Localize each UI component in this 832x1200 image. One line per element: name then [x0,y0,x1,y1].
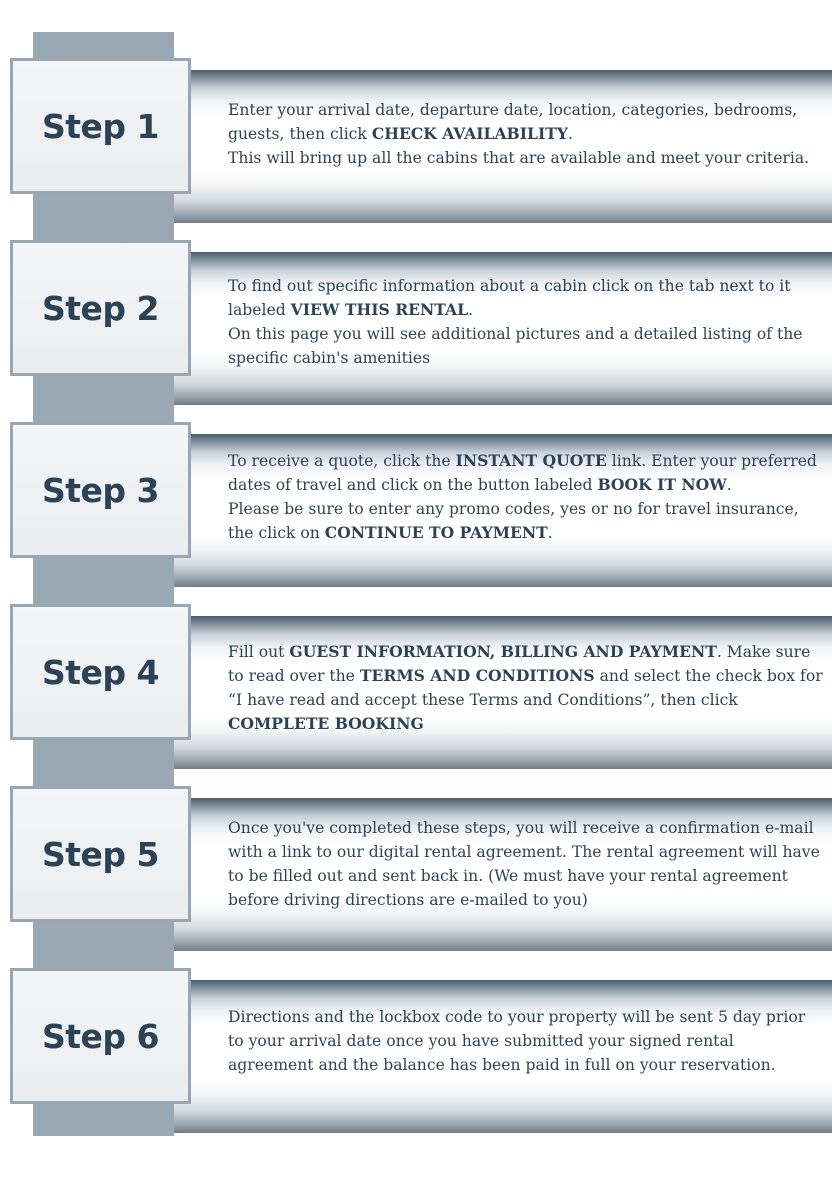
step-5-label: Step 5 [42,834,159,874]
step-5 [0,786,832,968]
step-1-box [10,58,191,194]
step-2-label: Step 2 [42,288,159,328]
step-1-text: Enter your arrival date, departure date, location, categories, bedrooms, guests, then click CHECK AVAILABILITY. This will bring up all the cabins that are available and meet your criteria. [228,101,810,167]
step-4-text: Fill out GUEST INFORMATION, BILLING AND PAYMENT. Make sure to read over the TERMS AND CONDITIONS and select the check box for “I have read and accept these Terms and Conditions”, then click COMPLETE BOOKING [228,642,823,733]
step-6 [0,968,832,1150]
step-3-box [10,422,191,558]
step-4-box [10,604,191,740]
step-6-box [10,968,191,1104]
step-1-label: Step 1 [42,106,159,146]
step-3 [0,422,832,604]
step-6-text: Directions and the lockbox code to your property will be sent 5 day prior to your arrival date once you have submitted your signed rental agreement and the balance has been paid in full on your reservation. [228,1008,806,1074]
step-5-box [10,786,191,922]
step-2-box [10,240,191,376]
step-2-text: To find out specific information about a cabin click on the tab next to it labeled VIEW THIS RENTAL. On this page you will see additional pictures and a detailed listing of the specific cabin's amenities [228,277,803,367]
step-4-label: Step 4 [42,652,159,692]
step-1 [0,58,832,240]
step-4 [0,604,832,786]
step-2 [0,240,832,422]
step-3-label: Step 3 [42,470,159,510]
step-6-label: Step 6 [42,1016,159,1056]
step-5-text: Once you've completed these steps, you will receive a confirmation e-mail with a link to our digital rental agreement. The rental agreement will have to be filled out and sent back in. (We must have your rental agreement before driving directions are e-mailed to you) [228,819,820,909]
step-3-text: To receive a quote, click the INSTANT QUOTE link. Enter your preferred dates of travel and click on the button labeled BOOK IT NOW. Please be sure to enter any promo codes, yes or no for travel insurance, the click on CONTINUE TO PAYMENT. [228,451,817,542]
